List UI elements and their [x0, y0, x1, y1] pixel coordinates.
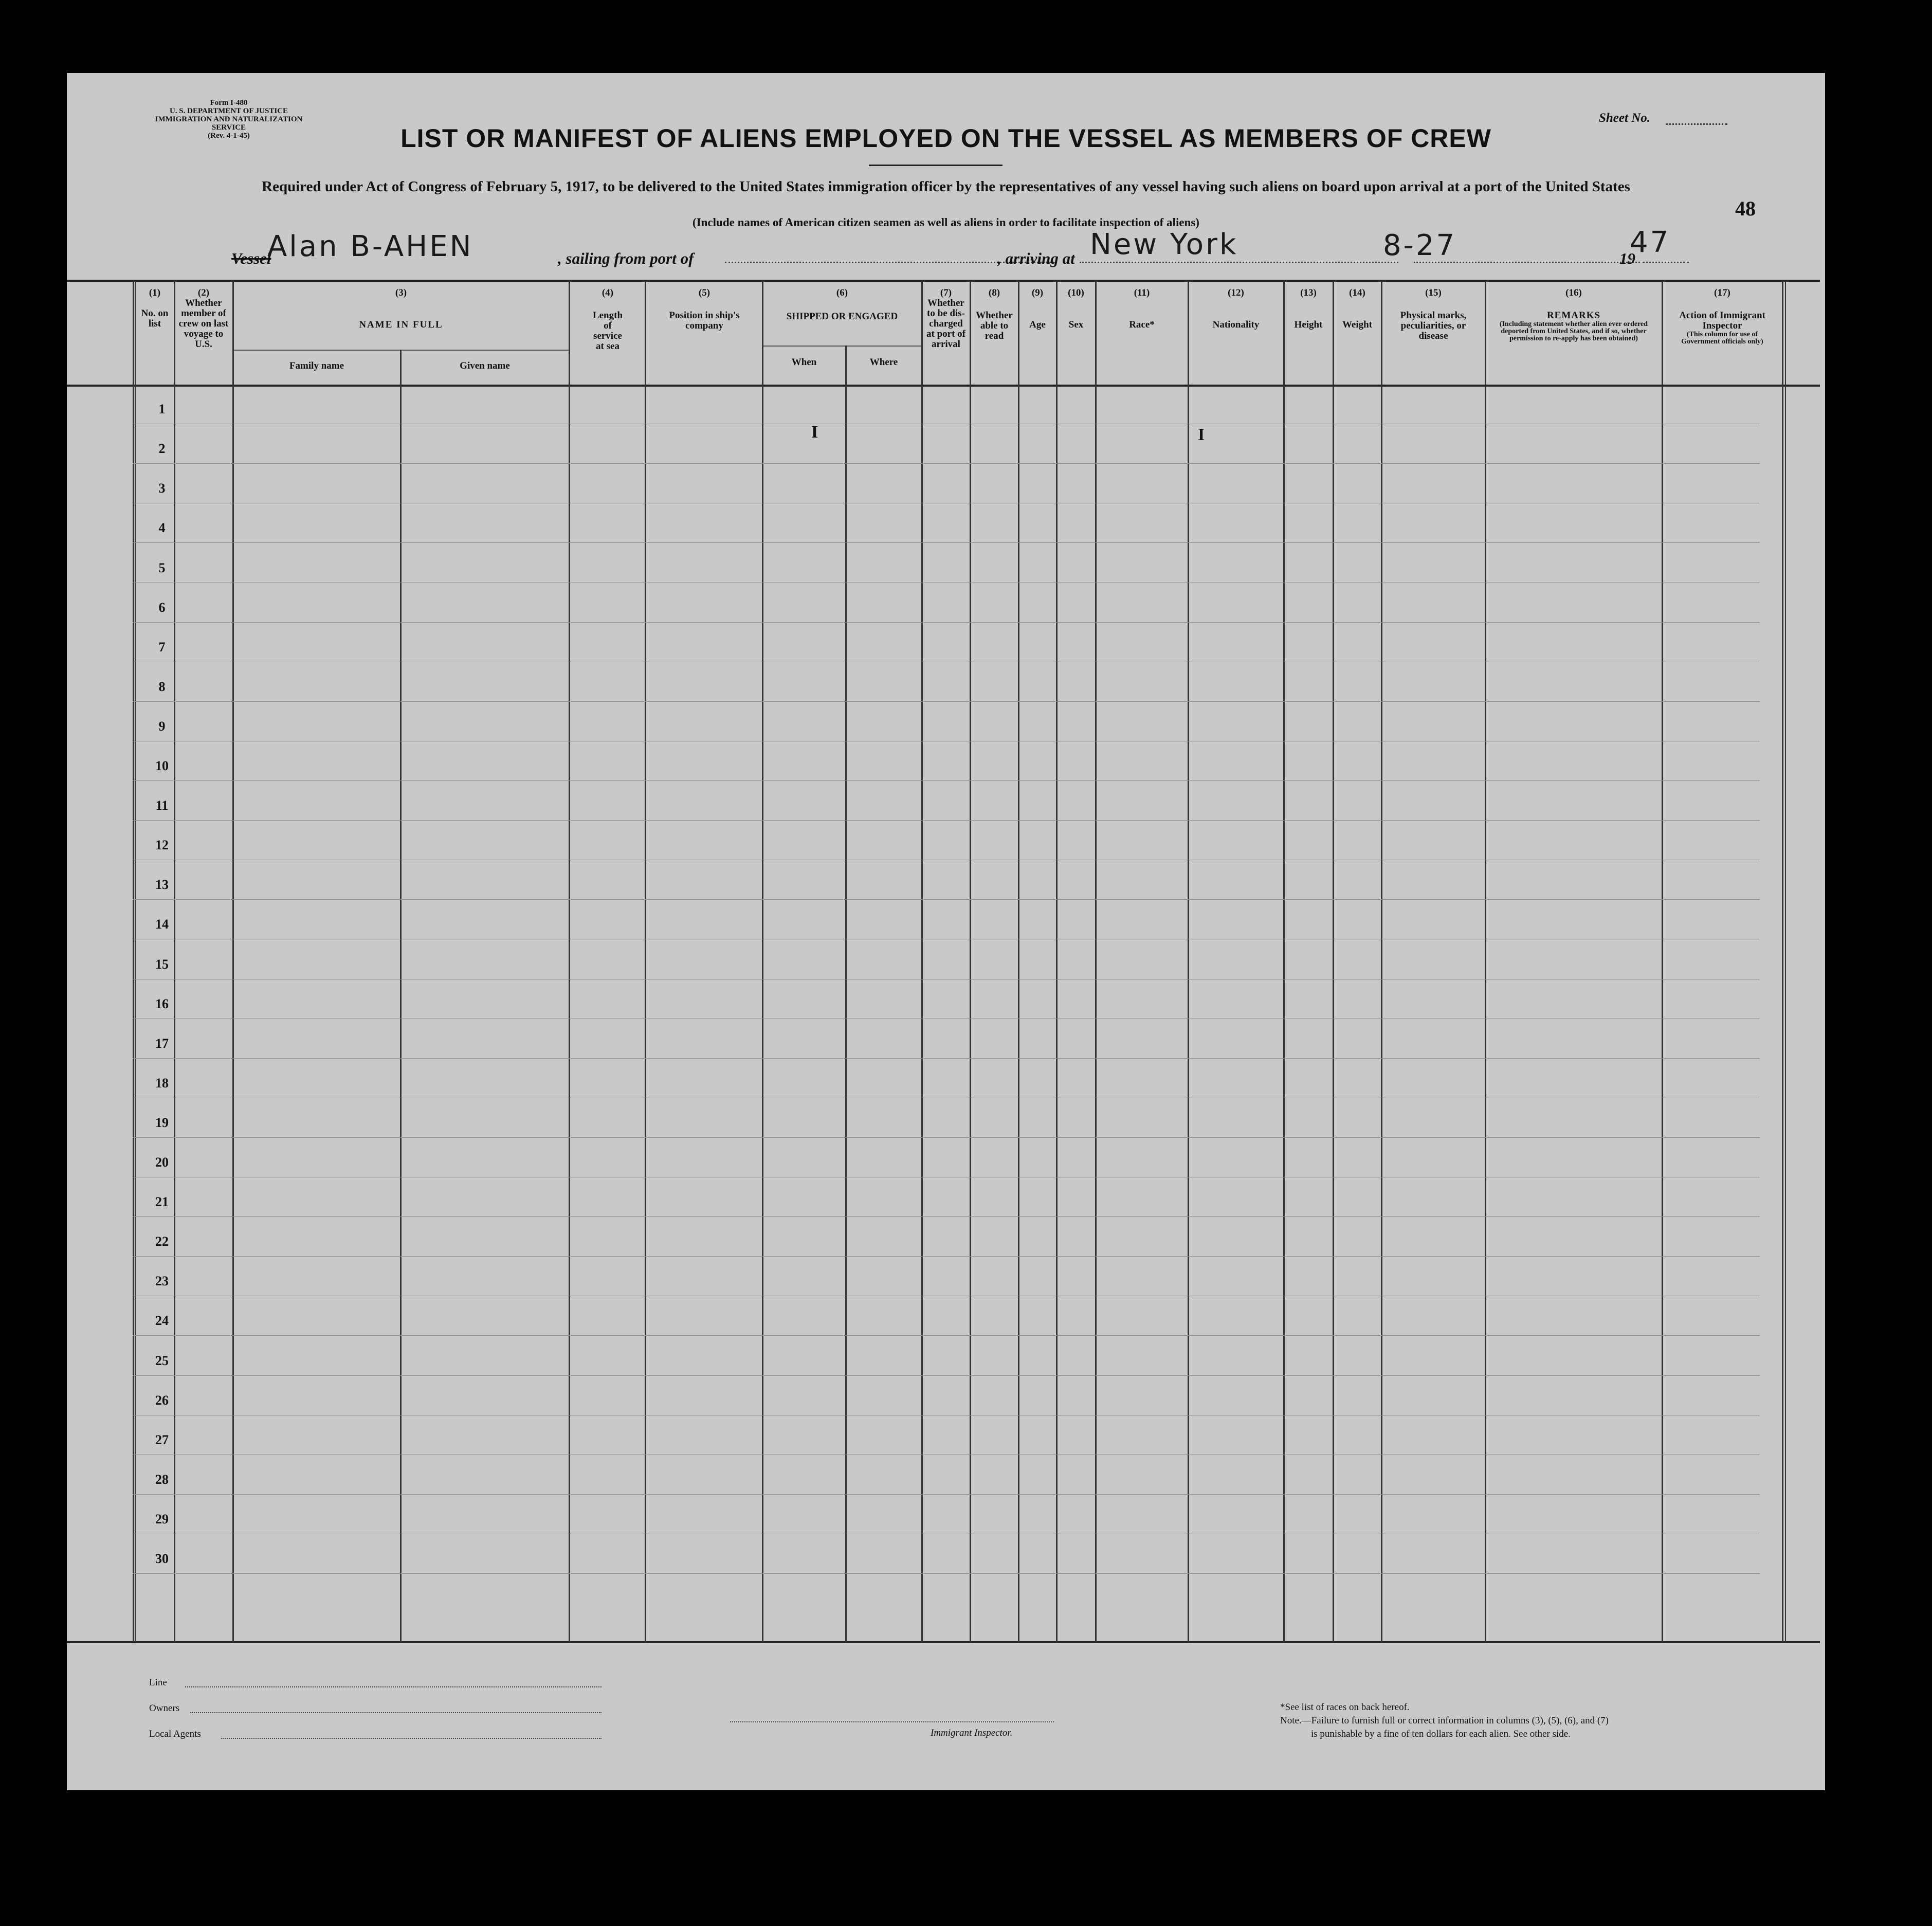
row-number: 29: [155, 1511, 169, 1527]
penalty-note-line2: is punishable by a fine of ten dollars for each alien. See other side.: [1311, 1729, 1571, 1739]
col-label: Weight: [1342, 319, 1373, 330]
col-number: (11): [1134, 287, 1150, 298]
row-number: 20: [155, 1155, 169, 1170]
department: U. S. DEPARTMENT OF JUSTICE: [169, 107, 288, 115]
row-number: 22: [155, 1234, 169, 1249]
row-rule: [133, 780, 1760, 781]
year-prefix: 19: [1619, 249, 1635, 267]
row-rule: [133, 542, 1760, 543]
owners-label: Owners: [149, 1703, 180, 1714]
row-number: 10: [155, 758, 169, 773]
col-header-where: Where: [869, 357, 898, 368]
row-number: 6: [158, 599, 166, 615]
col-header-when: When: [791, 357, 817, 368]
row-number: 26: [155, 1392, 169, 1408]
row-rule: [133, 1256, 1760, 1257]
col-number: (1): [149, 287, 161, 298]
include-note: (Include names of American citizen seamen as well as aliens in order to facilitate inspection of aliens): [692, 216, 1199, 229]
col-number: (3): [395, 287, 407, 298]
col-label: Action of Immigrant Inspector: [1679, 310, 1765, 331]
arriving-label: , arriving at: [997, 249, 1075, 267]
row-number: 8: [158, 679, 166, 694]
col-number: (10): [1068, 287, 1084, 298]
arrival-date-field[interactable]: 8-27: [1383, 229, 1457, 262]
row-rule: [133, 1573, 1760, 1574]
owners-field[interactable]: [190, 1712, 602, 1713]
page-number: 48: [1735, 197, 1756, 220]
col-label: Sex: [1068, 319, 1084, 330]
col-label: Whether member of crew on last voyage to U.S.: [178, 298, 229, 350]
revision: (Rev. 4-1-45): [208, 132, 250, 140]
row-rule: [133, 463, 1760, 464]
row-rule: [133, 820, 1760, 821]
row1-when-mark: I: [811, 423, 818, 442]
col-number: (14): [1349, 287, 1365, 298]
col-label: Whether able to read: [976, 310, 1013, 341]
line-field[interactable]: [185, 1686, 602, 1687]
row-number: 25: [155, 1353, 169, 1368]
row-rule: [133, 1375, 1760, 1376]
row-number: 27: [155, 1432, 169, 1447]
inspector-signature-field[interactable]: [730, 1721, 1054, 1722]
row-number: 24: [155, 1313, 169, 1329]
line-label: Line: [149, 1677, 167, 1688]
row1-nationality-mark: I: [1198, 425, 1205, 444]
row-number: 3: [158, 481, 166, 496]
row-rule: [133, 622, 1760, 623]
row-rule: [133, 701, 1760, 702]
col-number: (16): [1565, 287, 1582, 298]
row-rule: [133, 1137, 1760, 1138]
row-rule: [133, 1216, 1760, 1217]
row-number: 15: [155, 956, 169, 972]
col-label: Physical marks, peculiarities, or disease: [1400, 310, 1467, 341]
row-number: 4: [158, 520, 166, 536]
col-number: (13): [1300, 287, 1317, 298]
col-label: Length of service at sea: [592, 310, 623, 352]
row-number: 14: [155, 917, 169, 932]
service: IMMIGRATION AND NATURALIZATION SERVICE: [155, 115, 303, 132]
page-title: LIST OR MANIFEST OF ALIENS EMPLOYED ON THE VESSEL AS MEMBERS OF CREW: [400, 124, 1491, 153]
page-subtitle: Required under Act of Congress of February 5, 1917, to be delivered to the United States immigration officer by the representatives of any vessel having such aliens on board upon arrival at a port of the United States: [262, 178, 1630, 195]
row-rule: [133, 1335, 1760, 1336]
col-number: (9): [1031, 287, 1044, 298]
col-note: (Including statement whether alien ever ordered deported from United States, and if so, whether permission to re-apply has been obtained): [1499, 320, 1648, 342]
row-number: 9: [158, 718, 166, 734]
row-number: 21: [155, 1194, 169, 1210]
col-label: REMARKS: [1546, 310, 1601, 321]
row-number: 19: [155, 1115, 169, 1130]
row-rule: [133, 899, 1760, 900]
col-label: SHIPPED OR ENGAGED: [786, 311, 898, 322]
col-number: (4): [602, 287, 614, 298]
vessel-label: Vessel: [231, 249, 271, 267]
row-number: 7: [158, 639, 166, 655]
col-label: Height: [1294, 319, 1323, 330]
row-number: 23: [155, 1274, 169, 1289]
row-number: 11: [155, 798, 169, 813]
col-number: (2): [197, 287, 210, 298]
col-number: (15): [1425, 287, 1442, 298]
col-label: Nationality: [1212, 319, 1260, 330]
row-number: 28: [155, 1471, 169, 1487]
penalty-note-line1: Note.—Failure to furnish full or correct information in columns (3), (5), (6), and (7): [1280, 1715, 1609, 1726]
row-number: 5: [158, 560, 166, 575]
table-body: [67, 73, 1825, 1790]
col-label: Position in ship's company: [669, 310, 740, 331]
row-number: 18: [155, 1075, 169, 1091]
manifest-form: [67, 73, 1825, 1790]
sheet-number-label: Sheet No.: [1599, 111, 1650, 125]
row-number: 2: [158, 441, 166, 457]
local-agents-field[interactable]: [221, 1738, 602, 1739]
col-note: (This column for use of Government officials only): [1681, 331, 1763, 346]
col-number: (7): [940, 287, 952, 298]
arriving-port-field[interactable]: New York: [1090, 228, 1238, 261]
row-number: 17: [155, 1035, 169, 1051]
row-rule: [133, 1058, 1760, 1059]
col-number: (12): [1228, 287, 1244, 298]
form-number: Form I-480: [210, 99, 248, 107]
col-label: No. on list: [141, 308, 169, 329]
col-label: Age: [1029, 319, 1046, 330]
row-number: 30: [155, 1551, 169, 1566]
col-number: (8): [988, 287, 1000, 298]
row-number: 12: [155, 838, 169, 853]
vessel-name-field[interactable]: Alan B-AHEN: [267, 230, 473, 263]
sailing-label: , sailing from port of: [558, 249, 694, 267]
row-number: 1: [158, 402, 166, 417]
arrival-year-field[interactable]: 47: [1630, 226, 1671, 259]
inspector-label: Immigrant Inspector.: [931, 1728, 1013, 1738]
col-label: Race*: [1129, 319, 1155, 330]
row-number: 13: [155, 877, 169, 893]
col-header-family-name: Family name: [289, 360, 344, 371]
col-number: (6): [836, 287, 848, 298]
col-header-given-name: Given name: [460, 360, 510, 371]
row-rule: [133, 1494, 1760, 1495]
col-label: NAME IN FULL: [359, 319, 443, 330]
col-number: (17): [1714, 287, 1730, 298]
local-agents-label: Local Agents: [149, 1729, 201, 1739]
col-number: (5): [698, 287, 710, 298]
race-note: *See list of races on back hereof.: [1280, 1702, 1410, 1713]
row-number: 16: [155, 996, 169, 1011]
col-label: Whether to be dis-charged at port of arrival: [926, 298, 965, 350]
